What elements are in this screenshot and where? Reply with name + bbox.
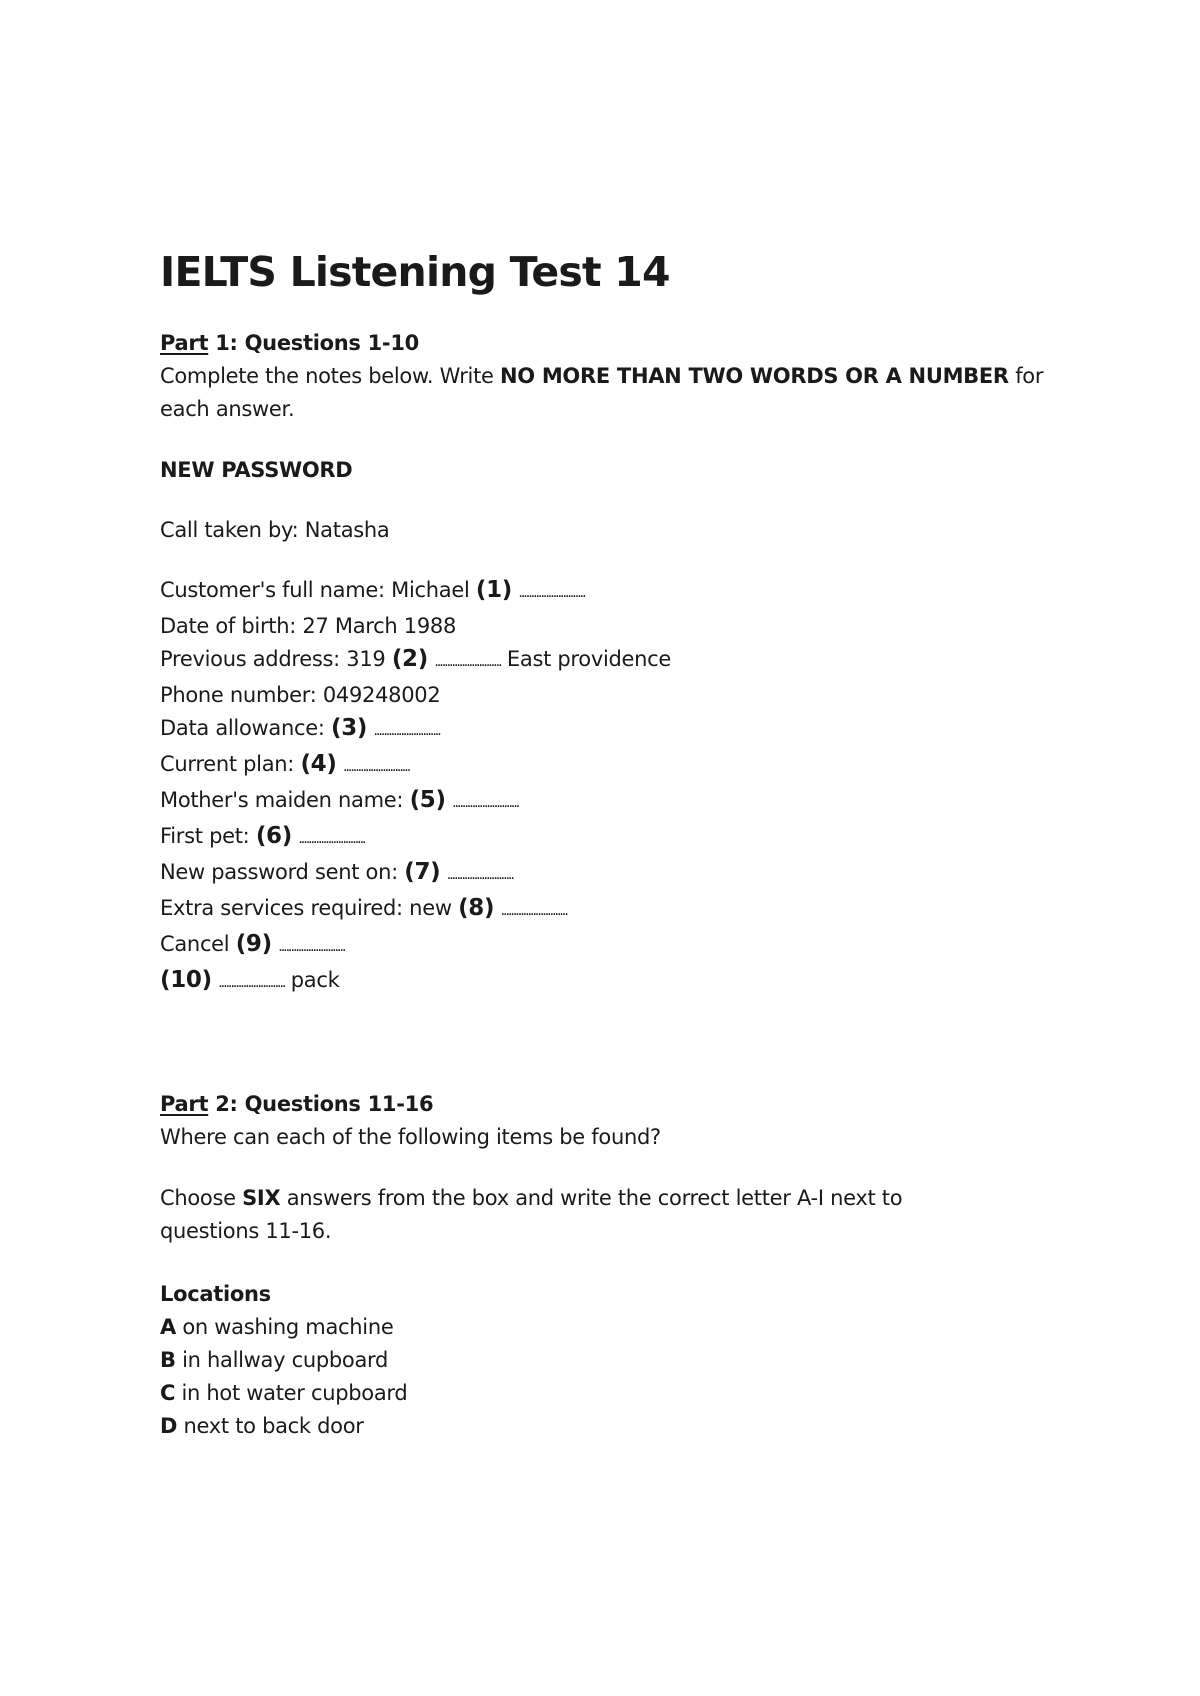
location-letter: C <box>160 1381 176 1405</box>
question-number: (5) <box>409 787 446 813</box>
question-number: (2) <box>391 646 428 672</box>
part1-heading-part: Part <box>160 331 209 355</box>
note-label: Mother's maiden name: <box>160 788 410 812</box>
part2-instructions <box>160 1182 902 1248</box>
answer-blank: ........................... <box>434 654 501 670</box>
question-number: (7) <box>404 859 441 885</box>
note-label: Extra services required: new <box>160 896 459 920</box>
part1-instructions-cont: each answer. <box>160 397 295 421</box>
note-line <box>160 748 671 784</box>
answer-blank: ........................... <box>452 795 519 811</box>
part1-heading <box>160 327 1043 360</box>
note-line <box>160 643 671 679</box>
note-label: Cancel <box>160 932 236 956</box>
note-label: Date of birth: 27 March 1988 <box>160 614 457 638</box>
question-number: (10) <box>160 967 212 993</box>
note-line <box>160 964 671 1000</box>
answer-blank: ........................... <box>518 585 585 601</box>
note-label: Current plan: <box>160 752 301 776</box>
note-suffix: East providence <box>500 647 672 671</box>
part2-heading-part: Part <box>160 1092 209 1116</box>
part1-section <box>160 327 1043 426</box>
locations-box <box>160 1278 407 1443</box>
answer-blank: ........................... <box>298 831 365 847</box>
part2-choose <box>160 1182 902 1215</box>
location-letter: A <box>160 1315 176 1339</box>
question-number: (6) <box>255 823 292 849</box>
location-text: in hallway cupboard <box>175 1348 389 1372</box>
part1-instr-b: for <box>1008 364 1044 388</box>
part2-question: Where can each of the following items be found? <box>160 1125 661 1149</box>
note-line <box>160 574 671 610</box>
note-line <box>160 928 671 964</box>
part2-heading-rest: 2: Questions 11-16 <box>208 1092 434 1116</box>
part1-instr-a: Complete the notes below. Write <box>160 364 500 388</box>
location-text: next to back door <box>177 1414 364 1438</box>
note-line <box>160 610 671 643</box>
question-number: (8) <box>458 895 495 921</box>
note-line <box>160 892 671 928</box>
part2-choose-cont: questions 11-16. <box>160 1219 332 1243</box>
part2-choose-b: answers from the box and write the correct letter A-I next to <box>280 1186 903 1210</box>
location-item <box>160 1311 407 1344</box>
question-number: (3) <box>330 715 368 741</box>
note-label: Data allowance: <box>160 716 331 740</box>
note-label: New password sent on: <box>160 860 405 884</box>
note-line <box>160 856 671 892</box>
location-item <box>160 1344 407 1377</box>
notes-list <box>160 574 671 1000</box>
note-label: First pet: <box>160 824 256 848</box>
part2-heading <box>160 1088 661 1121</box>
answer-blank: ........................... <box>446 867 513 883</box>
answer-blank: ........................... <box>342 759 410 775</box>
part1-heading-rest: 1: Questions 1-10 <box>208 331 419 355</box>
note-line <box>160 712 671 748</box>
note-label: Customer's full name: Michael <box>160 578 476 602</box>
question-number: (1) <box>475 577 512 603</box>
note-label: Previous address: 319 <box>160 647 392 671</box>
answer-blank: ........................... <box>278 939 345 955</box>
answer-blank: ........................... <box>500 903 567 919</box>
note-line <box>160 679 671 712</box>
location-letter: B <box>160 1348 176 1372</box>
note-line <box>160 784 671 820</box>
part2-choose-bold: SIX <box>242 1186 281 1210</box>
question-number: (9) <box>235 931 272 957</box>
location-item <box>160 1410 407 1443</box>
question-number: (4) <box>300 751 337 777</box>
location-text: in hot water cupboard <box>175 1381 408 1405</box>
locations-title: Locations <box>160 1282 271 1306</box>
answer-blank: ........................... <box>373 723 440 739</box>
answer-blank: ........................... <box>218 975 285 991</box>
note-line <box>160 820 671 856</box>
section-title: NEW PASSWORD <box>160 458 353 482</box>
part1-instructions <box>160 360 1043 393</box>
page-title: IELTS Listening Test 14 <box>160 248 670 296</box>
part2-choose-a: Choose <box>160 1186 243 1210</box>
location-letter: D <box>160 1414 178 1438</box>
call-taken: Call taken by: Natasha <box>160 518 390 542</box>
location-item <box>160 1377 407 1410</box>
part2-section <box>160 1088 661 1154</box>
location-text: on washing machine <box>175 1315 394 1339</box>
part1-instr-bold: NO MORE THAN TWO WORDS OR A NUMBER <box>500 364 1009 388</box>
note-label: Phone number: 049248002 <box>160 683 441 707</box>
note-suffix: pack <box>284 968 340 992</box>
